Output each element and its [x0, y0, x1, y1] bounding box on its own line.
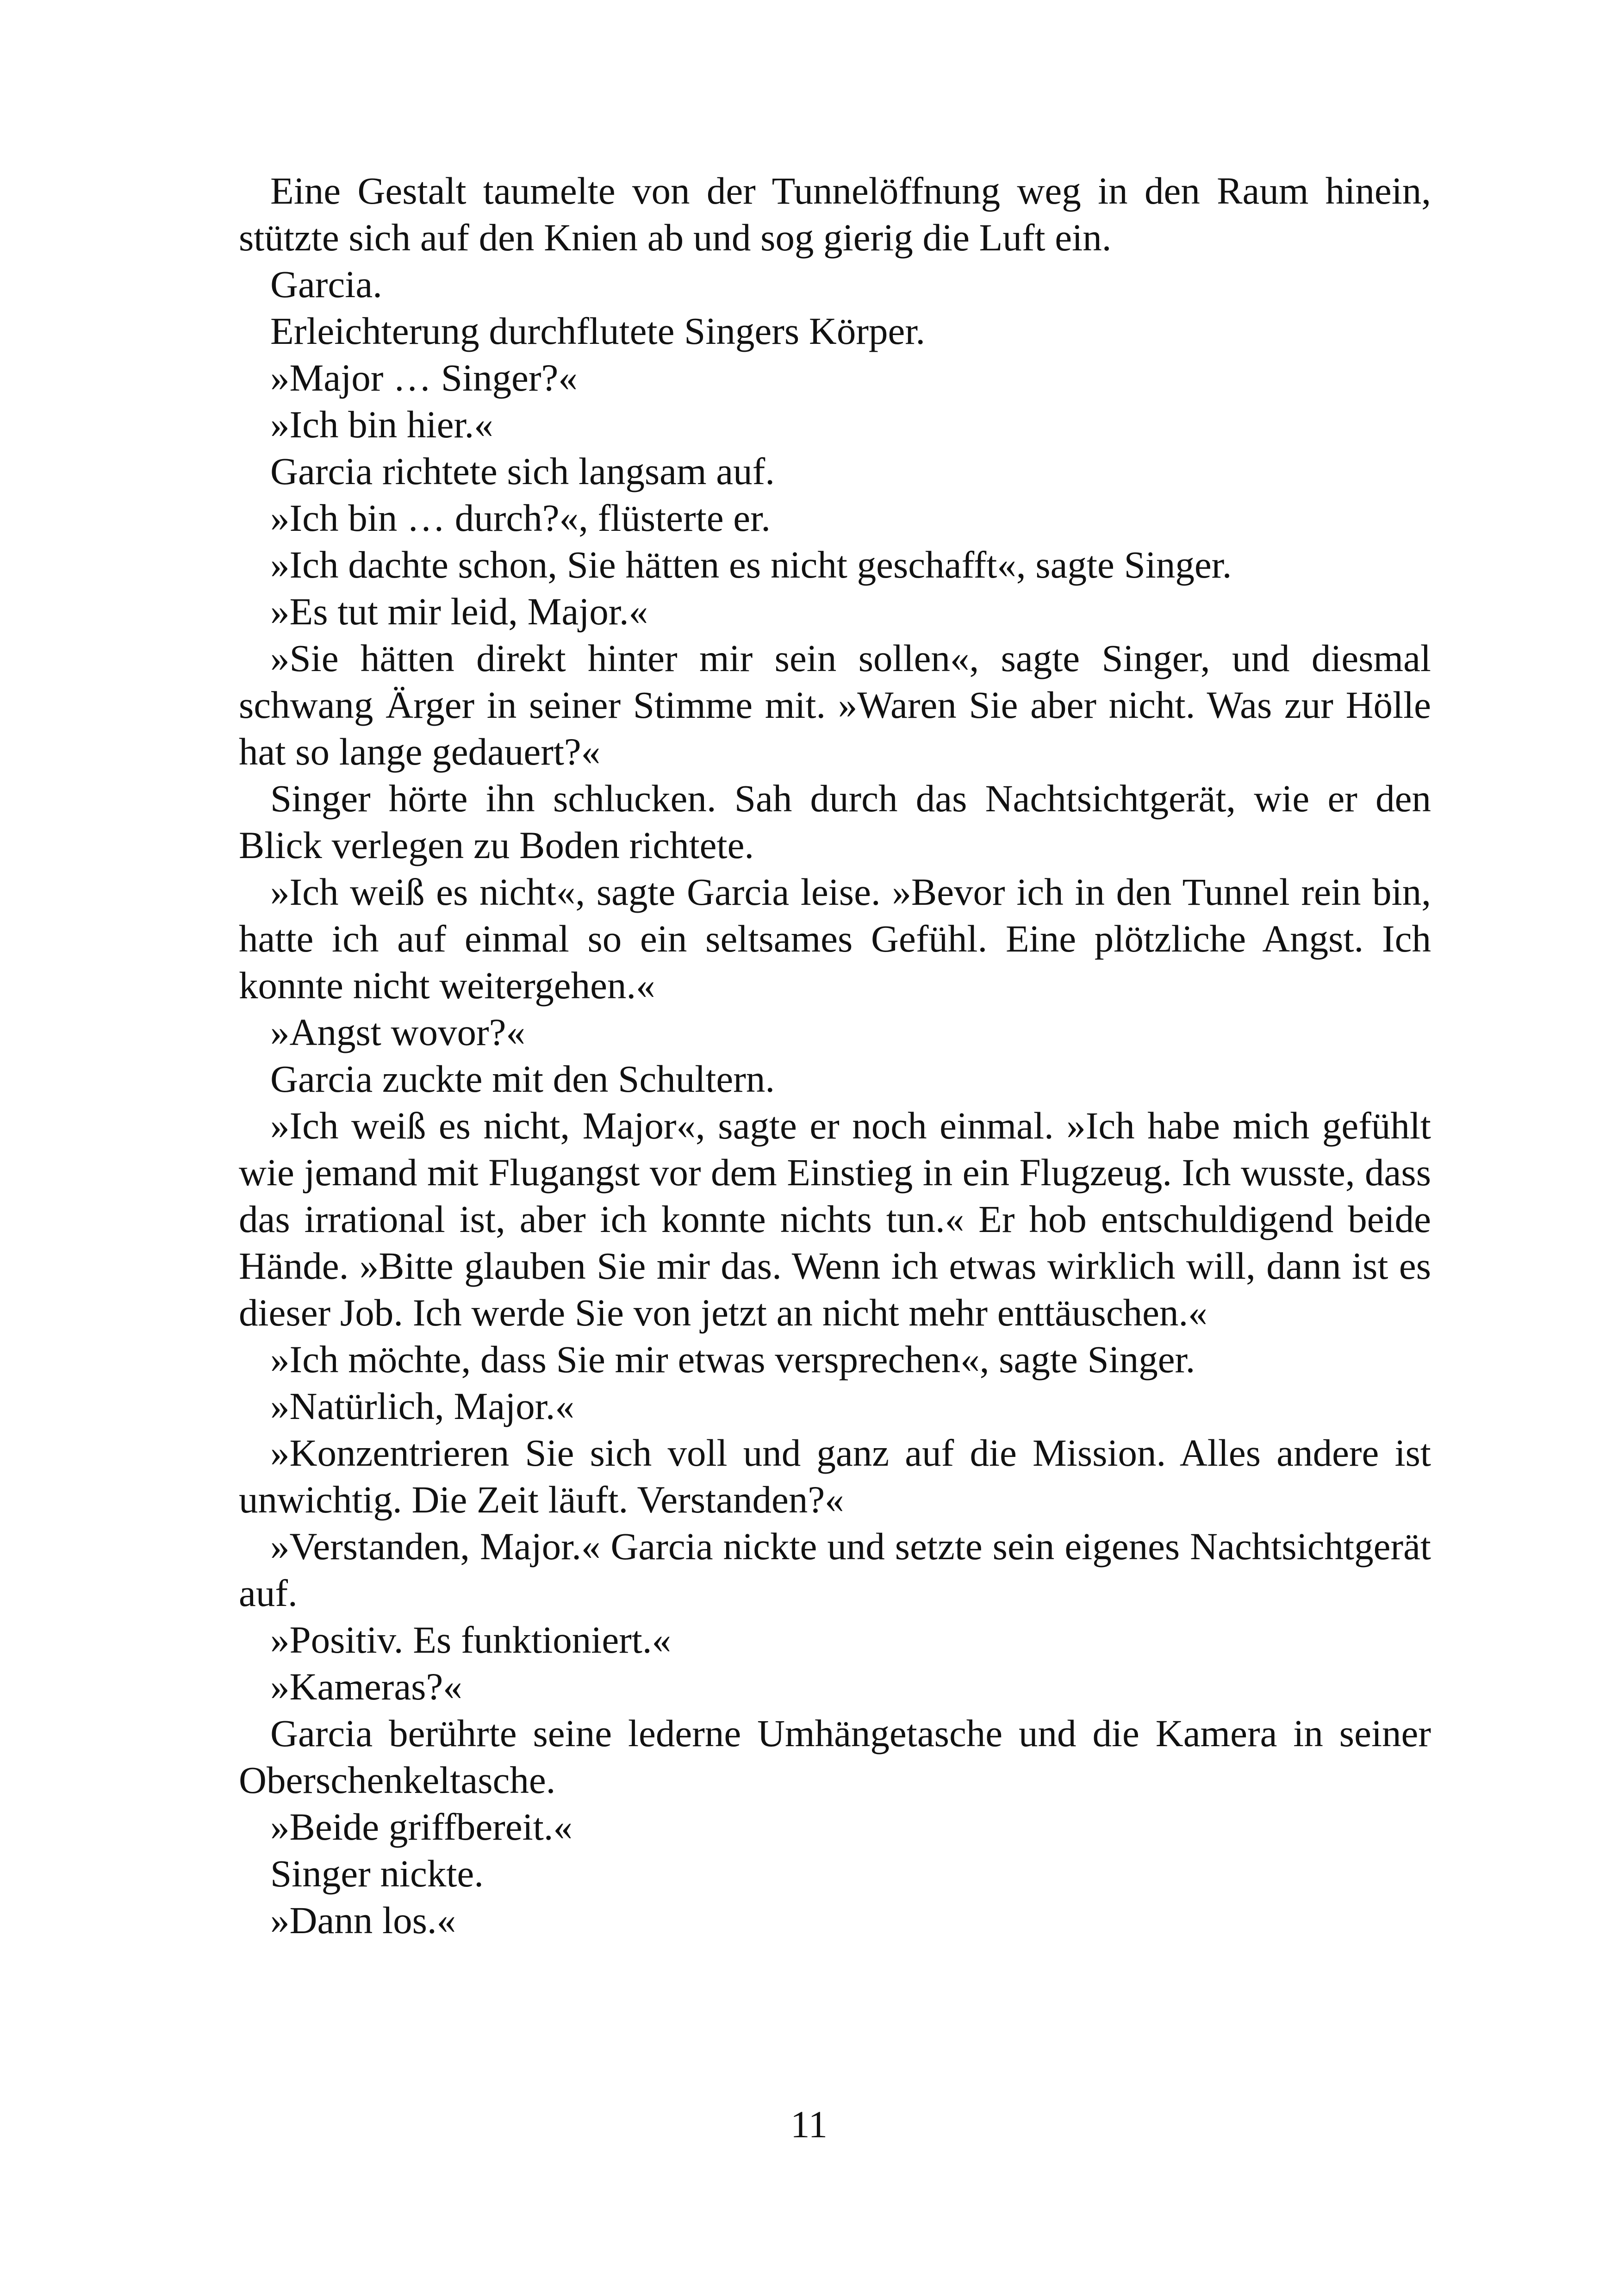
- paragraph: »Verstanden, Major.« Garcia nickte und setzte sein eigenes Nachtsichtgerät auf.: [239, 1525, 1431, 1614]
- paragraph: »Dann los.«: [270, 1899, 456, 1941]
- paragraph: Singer nickte.: [270, 1852, 484, 1895]
- paragraph: »Ich weiß es nicht«, sagte Garcia leise. »Bevor ich in den Tunnel rein bin, hatte ich auf einmal so ein seltsames Gefühl. Eine plötzliche Angst. Ich konnte nicht weitergehen.«: [239, 871, 1431, 1007]
- paragraph: »Beide griffbereit.«: [270, 1805, 573, 1848]
- paragraph: Garcia berührte seine lederne Umhängetasche und die Kamera in seiner Oberschenkeltasche.: [239, 1712, 1431, 1801]
- paragraph: »Ich möchte, dass Sie mir etwas versprechen«, sagte Singer.: [270, 1338, 1195, 1381]
- paragraph: »Major … Singer?«: [270, 356, 578, 399]
- paragraph: »Es tut mir leid, Major.«: [270, 590, 648, 633]
- paragraph: »Ich bin … durch?«, flüsterte er.: [270, 497, 771, 539]
- paragraph: Erleichterung durchflutete Singers Körper.: [270, 310, 926, 352]
- paragraph: »Konzentrieren Sie sich voll und ganz auf die Mission. Alles andere ist unwichtig. Die Zeit läuft. Verstanden?«: [239, 1431, 1431, 1521]
- paragraph: Singer hörte ihn schlucken. Sah durch das Nachtsichtgerät, wie er den Blick verlegen zu Boden richtete.: [239, 777, 1431, 866]
- paragraph: »Ich weiß es nicht, Major«, sagte er noch einmal. »Ich habe mich gefühlt wie jemand mit Flugangst vor dem Einstieg in ein Flugzeug. Ich wusste, dass das irrational ist, aber ich konnte nichts tun.« Er hob entschuldigend beide Hände. »Bitte glauben Sie mir das. Wenn ich etwas wirklich will, dann ist es dieser Job. Ich werde Sie von jetzt an nicht mehr enttäuschen.«: [239, 1104, 1431, 1334]
- page-number: 11: [790, 2103, 828, 2146]
- paragraph: »Angst wovor?«: [270, 1011, 525, 1053]
- paragraph: Eine Gestalt taumelte von der Tunnelöffnung weg in den Raum hinein, stützte sich auf den Knien ab und sog gierig die Luft ein.: [239, 169, 1431, 259]
- paragraph: »Ich bin hier.«: [270, 403, 493, 446]
- paragraph: Garcia richtete sich langsam auf.: [270, 450, 775, 492]
- body-text: [239, 168, 1431, 1944]
- paragraph: Garcia zuckte mit den Schultern.: [270, 1058, 775, 1100]
- paragraph: »Natürlich, Major.«: [270, 1385, 574, 1427]
- paragraph: »Positiv. Es funktioniert.«: [270, 1618, 672, 1661]
- paragraph: »Kameras?«: [270, 1665, 462, 1708]
- paragraph: Garcia.: [270, 263, 382, 305]
- paragraph: »Ich dachte schon, Sie hätten es nicht geschafft«, sagte Singer.: [270, 543, 1232, 586]
- paragraph: »Sie hätten direkt hinter mir sein sollen«, sagte Singer, und diesmal schwang Ärger in seiner Stimme mit. »Waren Sie aber nicht. Was zur Hölle hat so lange gedauert?«: [239, 637, 1431, 773]
